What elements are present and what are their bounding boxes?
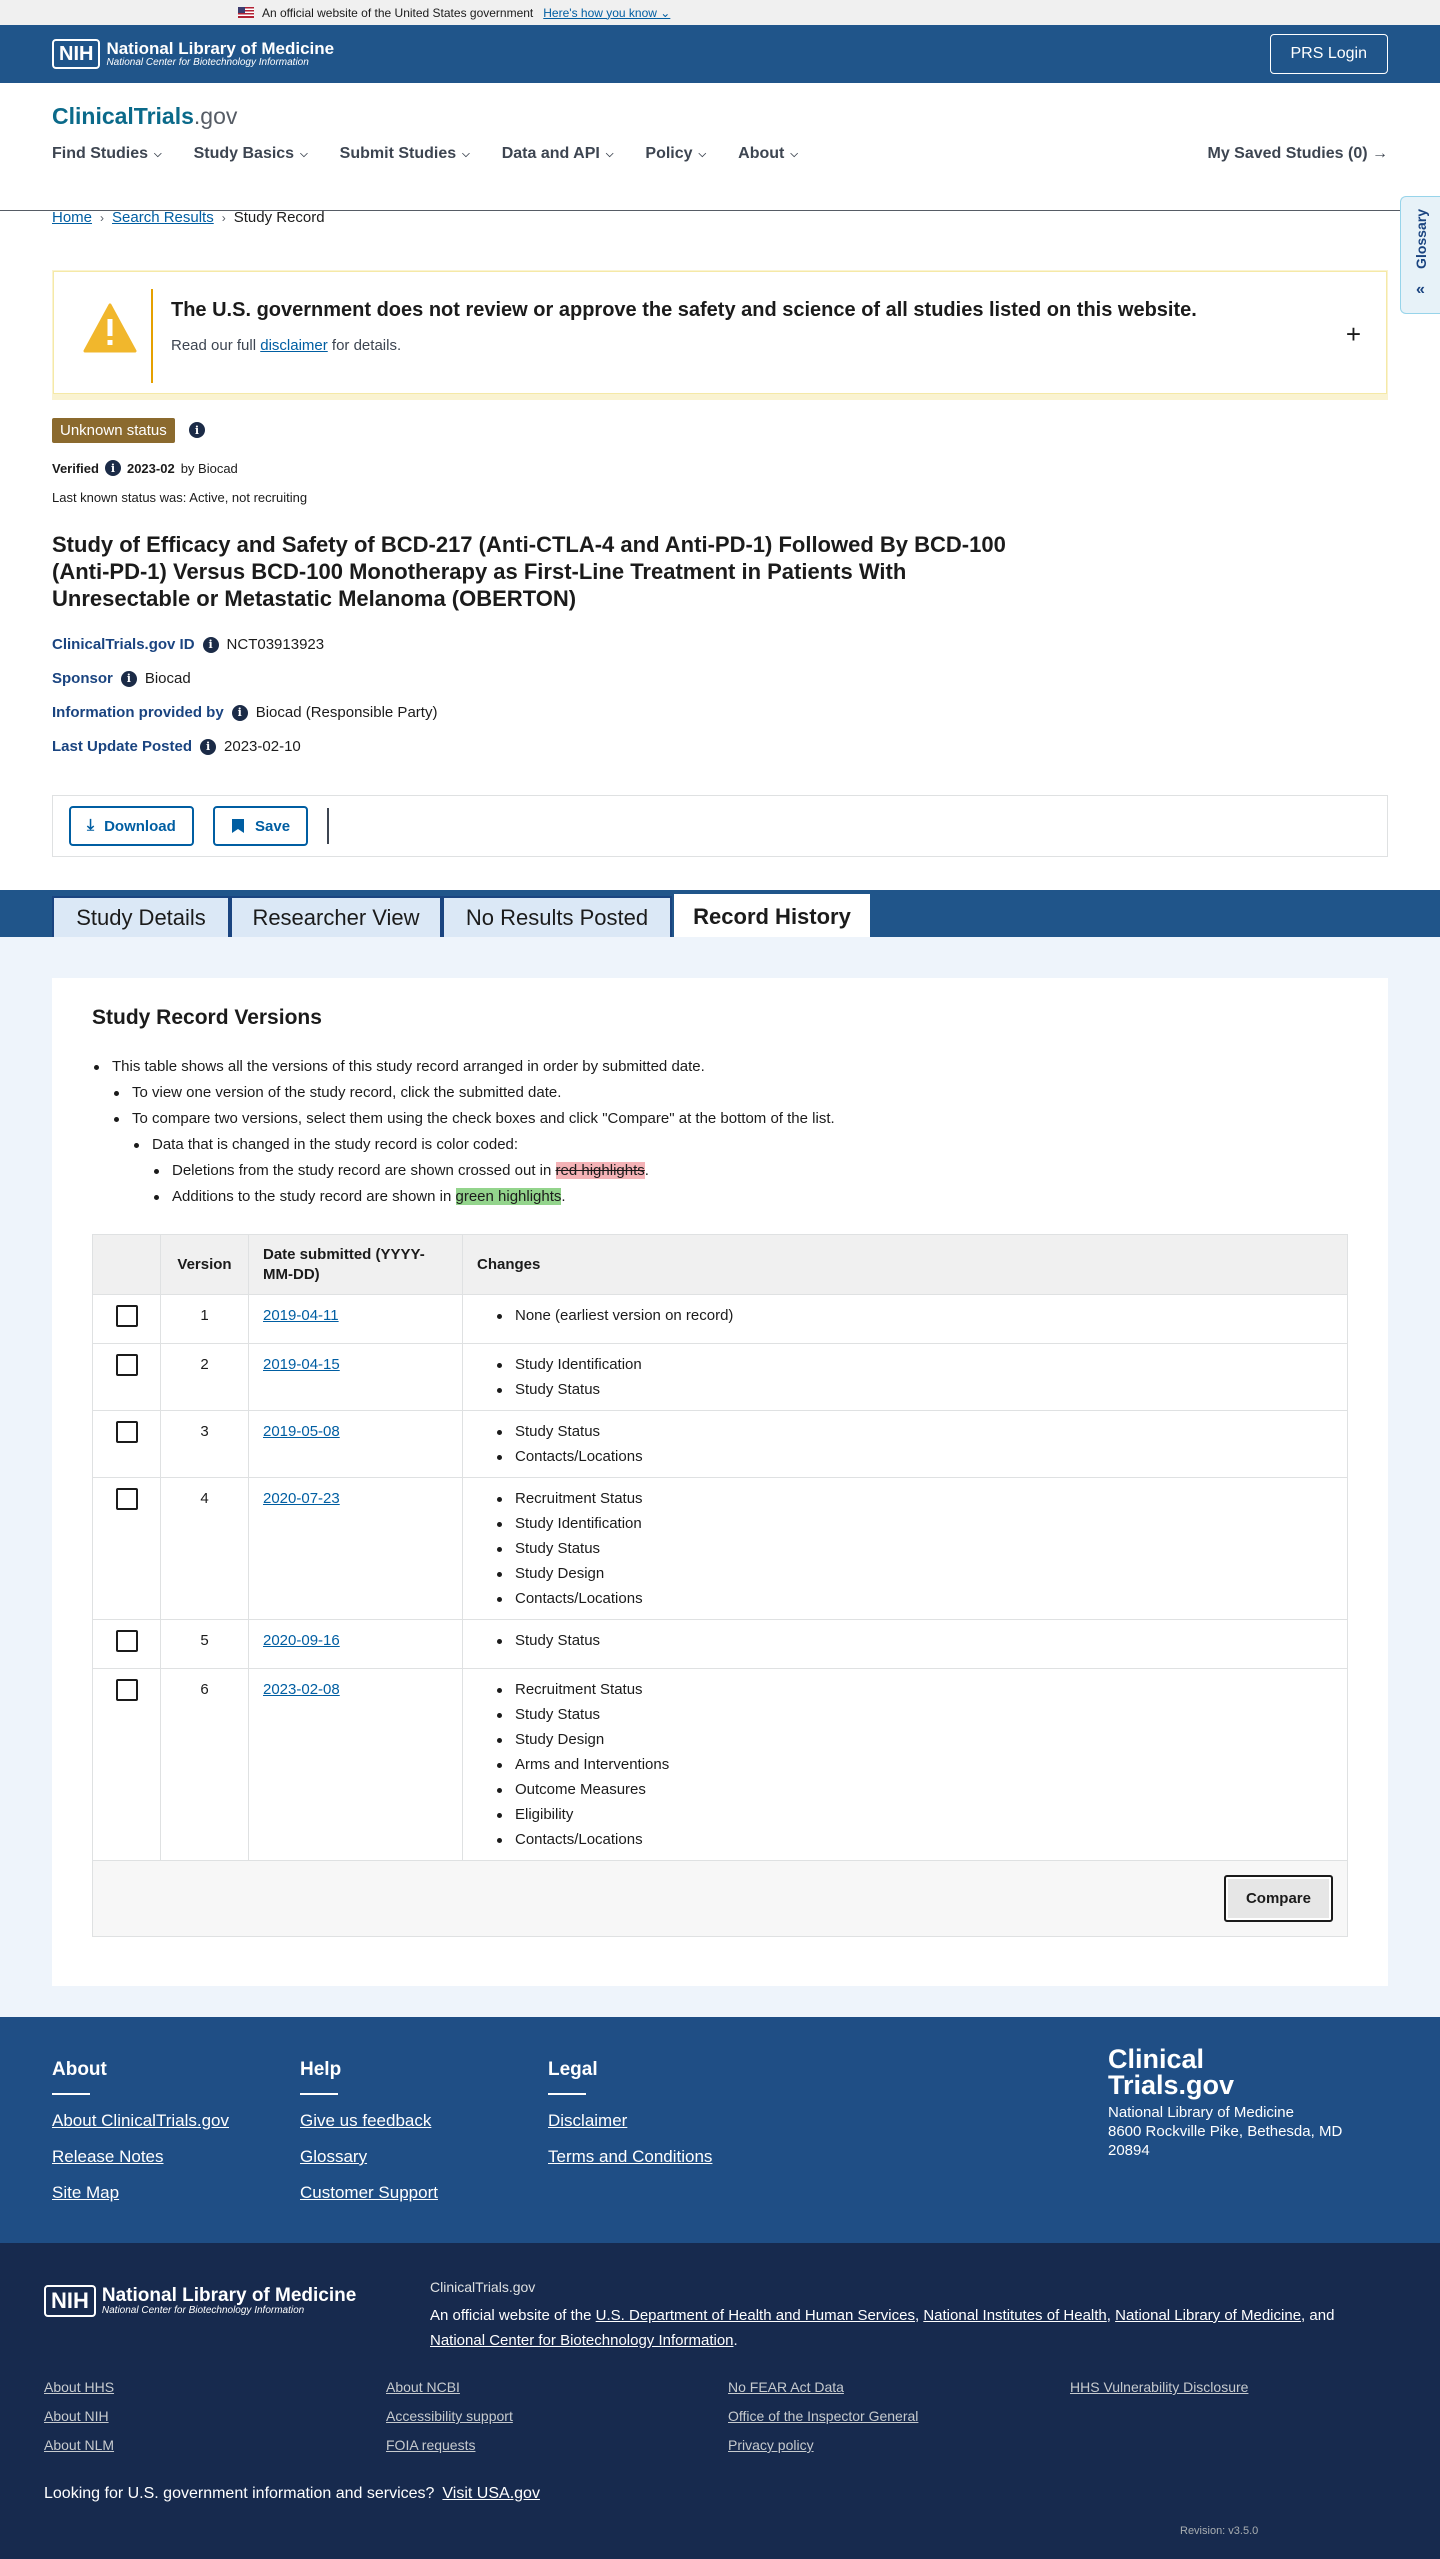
site-header: [0, 83, 1440, 211]
change-item: Study Design: [505, 1727, 1333, 1752]
table-row: [93, 1411, 1348, 1478]
tab-bar: [0, 890, 1440, 937]
instruction-item: To compare two versions, select them using the check boxes and click "Compare" at the bottom of the list.: [92, 1106, 835, 1132]
instruction-item: Data that is changed in the study record is color coded:: [92, 1132, 835, 1158]
chevron-down-icon: ⌵: [154, 148, 162, 160]
changes-cell: [463, 1669, 1348, 1861]
revision: Revision: v3.5.0: [1180, 2525, 1259, 2537]
footer-about: [52, 2059, 229, 2219]
instruction-item: Deletions from the study record are shown crossed out in red highlights.: [92, 1158, 835, 1184]
select-cell: [93, 1669, 161, 1861]
info-icon[interactable]: i: [189, 422, 205, 438]
download-button[interactable]: ⤓ Download: [69, 806, 194, 846]
nav-policy[interactable]: Policy ⌵: [645, 145, 707, 162]
info-icon[interactable]: i: [200, 739, 216, 755]
table-header-row: [93, 1235, 1348, 1295]
version-checkbox[interactable]: [116, 1305, 138, 1327]
footer-link[interactable]: Privacy policy: [728, 2437, 814, 2453]
disclaimer-link[interactable]: disclaimer: [260, 337, 328, 354]
footer-link[interactable]: Office of the Inspector General: [728, 2408, 919, 2424]
nih-logo-footer[interactable]: [44, 2285, 356, 2317]
version-checkbox[interactable]: [116, 1630, 138, 1652]
warning-icon: [83, 303, 137, 353]
date-cell: [249, 1620, 463, 1669]
col-changes: Changes: [463, 1235, 1348, 1295]
changes-cell: [463, 1478, 1348, 1620]
changes-list: [477, 1677, 1333, 1852]
change-item: Study Design: [505, 1561, 1333, 1586]
footer-link[interactable]: FOIA requests: [386, 2437, 476, 2453]
alert-body: Read our full disclaimer for details.: [171, 337, 402, 354]
change-item: Outcome Measures: [505, 1777, 1333, 1802]
tab-no-results[interactable]: No Results Posted: [442, 896, 672, 937]
alert-divider: [151, 289, 153, 383]
site-footer: [0, 2017, 1440, 2243]
footer-link[interactable]: No FEAR Act Data: [728, 2379, 844, 2395]
change-item: Study Identification: [505, 1511, 1333, 1536]
instruction-item: To view one version of the study record, click the submitted date.: [92, 1080, 835, 1106]
footer-link[interactable]: Accessibility support: [386, 2408, 513, 2424]
tab-study-details[interactable]: Study Details: [52, 896, 230, 937]
nih-link[interactable]: National Institutes of Health: [923, 2307, 1107, 2324]
nav-about[interactable]: About ⌵: [738, 145, 798, 162]
usa-gov-line: Looking for U.S. government information and services? Visit USA.gov: [44, 2485, 540, 2502]
table-row: [93, 1295, 1348, 1344]
chevron-down-icon: ⌵: [300, 148, 308, 160]
footer-legal: [548, 2059, 712, 2183]
nih-name: National Library of Medicine: [106, 38, 335, 58]
versions-table: [92, 1234, 1348, 1937]
nih-sub: National Center for Biotechnology Information: [106, 57, 309, 69]
change-item: Study Status: [505, 1377, 1333, 1402]
breadcrumb: [52, 209, 325, 226]
footer-links-col4: [1070, 2379, 1248, 2408]
date-cell: [249, 1478, 463, 1620]
nav-study-basics[interactable]: Study Basics ⌵: [193, 145, 308, 162]
select-cell: [93, 1344, 161, 1411]
nih-logo[interactable]: [52, 39, 334, 69]
nih-sub: National Center for Biotechnology Information: [101, 2305, 305, 2317]
changes-list: [477, 1486, 1333, 1611]
change-item: Contacts/Locations: [505, 1444, 1333, 1469]
nlm-link[interactable]: National Library of Medicine: [1115, 2307, 1302, 2324]
versions-instructions: [92, 1054, 835, 1210]
change-item: None (earliest version on record): [505, 1303, 1333, 1328]
prs-login-button[interactable]: PRS Login: [1270, 34, 1389, 74]
disclaimer-alert: [52, 270, 1388, 400]
compare-button[interactable]: Compare: [1224, 1875, 1333, 1922]
usa-gov-link[interactable]: Visit USA.gov: [442, 2485, 540, 2502]
date-cell: [249, 1669, 463, 1861]
footer-link[interactable]: Release Notes: [52, 2147, 164, 2166]
change-item: Study Status: [505, 1628, 1333, 1653]
verified-line: Verified i 2023-02 by Biocad: [52, 460, 238, 476]
footer-address: National Library of Medicine 8600 Rockville Pike, Bethesda, MD 20894: [1108, 2104, 1343, 2159]
col-version: Version: [161, 1235, 249, 1295]
instruction-item: Additions to the study record are shown in green highlights.: [92, 1184, 835, 1210]
change-item: Contacts/Locations: [505, 1827, 1333, 1852]
chevron-right-icon: ›: [100, 210, 105, 225]
footer-link[interactable]: About ClinicalTrials.gov: [52, 2111, 229, 2130]
chevron-down-icon: ⌵: [790, 148, 798, 160]
version-date-link[interactable]: 2019-04-15: [263, 1356, 340, 1373]
gov-banner-text: An official website of the United States government: [262, 5, 534, 20]
footer-link[interactable]: Terms and Conditions: [548, 2147, 713, 2166]
chevron-down-icon: ⌵: [462, 148, 470, 160]
ncbi-link[interactable]: National Center for Biotechnology Information: [430, 2332, 734, 2349]
changes-cell: [463, 1295, 1348, 1344]
footer-link[interactable]: Disclaimer: [548, 2111, 628, 2130]
col-date: Date submitted (YYYY-MM-DD): [249, 1235, 463, 1295]
nih-abbr: NIH: [44, 2285, 96, 2317]
footer-link[interactable]: Site Map: [52, 2183, 120, 2202]
footer-heading: Legal: [548, 2059, 598, 2080]
select-cell: [93, 1295, 161, 1344]
meta-last-update: Last Update Posted i 2023-02-10: [52, 738, 301, 755]
footer-link[interactable]: Customer Support: [300, 2183, 438, 2202]
table-row: [93, 1478, 1348, 1620]
nav-submit-studies[interactable]: Submit Studies ⌵: [339, 145, 470, 162]
tab-researcher-view[interactable]: Researcher View: [230, 896, 442, 937]
chevron-down-icon: ⌵: [698, 148, 707, 160]
change-item: Recruitment Status: [505, 1677, 1333, 1702]
site-logo[interactable]: ClinicalTrials.gov: [52, 103, 238, 129]
footer-heading: Help: [300, 2059, 342, 2080]
how-you-know-link[interactable]: Here's how you know ⌄: [543, 5, 671, 20]
version-date-link[interactable]: 2019-04-11: [263, 1307, 339, 1324]
footer-links-col1: [44, 2379, 114, 2466]
version-date-link[interactable]: 2019-05-08: [263, 1423, 340, 1440]
nih-abbr: NIH: [52, 39, 100, 69]
select-cell: [93, 1411, 161, 1478]
date-cell: [249, 1295, 463, 1344]
table-footer: [93, 1861, 1348, 1937]
select-cell: [93, 1478, 161, 1620]
table-footer-row: [93, 1861, 1348, 1937]
date-cell: [249, 1344, 463, 1411]
versions-title: Study Record Versions: [92, 1006, 322, 1029]
meta-sponsor: Sponsor i Biocad: [52, 670, 191, 687]
arrow-right-icon: →: [1372, 145, 1388, 162]
nih-header: [0, 25, 1440, 83]
version-checkbox[interactable]: [116, 1354, 138, 1376]
version-cell: 1: [161, 1295, 249, 1344]
changes-cell: [463, 1411, 1348, 1478]
alert-title: The U.S. government does not review or approve the safety and science of all studies listed on this website.: [171, 299, 1197, 321]
meta-id: ClinicalTrials.gov ID i NCT03913923: [52, 636, 325, 653]
change-item: Recruitment Status: [505, 1486, 1333, 1511]
version-date-link[interactable]: 2020-09-16: [263, 1632, 340, 1649]
select-cell: [93, 1620, 161, 1669]
versions-card: [52, 978, 1388, 1986]
main-nav: [52, 145, 830, 163]
version-date-link[interactable]: 2020-07-23: [263, 1490, 340, 1507]
breadcrumb-home[interactable]: Home: [52, 209, 93, 226]
change-item: Study Status: [505, 1419, 1333, 1444]
expand-plus-icon[interactable]: +: [1345, 319, 1361, 349]
double-chevron-left-icon: «: [1416, 280, 1425, 298]
change-item: Arms and Interventions: [505, 1752, 1333, 1777]
version-cell: 6: [161, 1669, 249, 1861]
table-row: [93, 1669, 1348, 1861]
glossary-tab[interactable]: [1400, 196, 1440, 314]
table-row: [93, 1344, 1348, 1411]
info-icon[interactable]: i: [232, 705, 248, 721]
footer-official: An official website of the U.S. Department of Health and Human Services, National Institutes of Health, National Library of Medicine, and National Center for Biotechnology Information.: [430, 2307, 1335, 2349]
nav-data-api[interactable]: Data and API ⌵: [501, 145, 614, 162]
glossary-label: Glossary: [1412, 209, 1429, 269]
version-checkbox[interactable]: [116, 1488, 138, 1510]
changes-cell: [463, 1344, 1348, 1411]
chevron-down-icon: ⌵: [605, 148, 614, 160]
change-item: Study Status: [505, 1702, 1333, 1727]
col-select: [93, 1235, 161, 1295]
gov-banner: [0, 0, 1440, 25]
footer-help: [300, 2059, 438, 2219]
action-bar: [52, 795, 1388, 857]
version-cell: 5: [161, 1620, 249, 1669]
changes-list: [477, 1303, 1333, 1328]
footer-link[interactable]: Glossary: [300, 2147, 368, 2166]
agency-footer: [0, 2243, 1440, 2559]
footer-heading: About: [52, 2059, 107, 2080]
breadcrumb-search-results[interactable]: Search Results: [112, 209, 214, 226]
bookmark-icon: [231, 818, 245, 834]
save-button[interactable]: Save: [213, 806, 308, 846]
table-row: [93, 1620, 1348, 1669]
breadcrumb-current: Study Record: [233, 209, 325, 226]
footer-link[interactable]: About NCBI: [386, 2379, 460, 2395]
tab-record-history[interactable]: Record History: [674, 894, 870, 937]
saved-studies-link[interactable]: My Saved Studies (0) →: [1207, 145, 1388, 162]
changes-list: [477, 1419, 1333, 1469]
footer-link[interactable]: About NLM: [44, 2437, 115, 2453]
footer-link[interactable]: Give us feedback: [300, 2111, 432, 2130]
change-item: Study Status: [505, 1536, 1333, 1561]
date-cell: [249, 1411, 463, 1478]
footer-links-col3: [728, 2379, 918, 2466]
footer-link[interactable]: HHS Vulnerability Disclosure: [1070, 2379, 1249, 2395]
hhs-link[interactable]: U.S. Department of Health and Human Services: [595, 2307, 915, 2324]
footer-links-col2: [386, 2379, 513, 2466]
version-cell: 3: [161, 1411, 249, 1478]
nav-find-studies[interactable]: Find Studies ⌵: [52, 145, 162, 162]
info-icon[interactable]: i: [105, 460, 121, 476]
footer-logo[interactable]: Clinical Trials.gov: [1108, 2044, 1235, 2100]
nih-name: National Library of Medicine: [101, 2284, 357, 2306]
status-badge: Unknown status: [52, 418, 175, 443]
last-known-status: Last known status was: Active, not recruiting: [52, 490, 308, 505]
footer-site-name: ClinicalTrials.gov: [430, 2279, 536, 2295]
study-title: Study of Efficacy and Safety of BCD-217 (Anti-CTLA-4 and Anti-PD-1) Followed By BCD-100 (Anti-PD-1) Versus BCD-100 Monotherapy as First-Line Treatment in Patients With Unresectable or Metastatic Melanoma (OBERTON): [52, 532, 1006, 611]
footer-link[interactable]: About HHS: [44, 2379, 115, 2395]
meta-info-provided: Information provided by i Biocad (Responsible Party): [52, 704, 438, 721]
download-icon: ⤓: [87, 817, 95, 834]
changes-list: [477, 1352, 1333, 1402]
changes-list: [477, 1628, 1333, 1653]
version-checkbox[interactable]: [116, 1421, 138, 1443]
version-checkbox[interactable]: [116, 1679, 138, 1701]
version-cell: 4: [161, 1478, 249, 1620]
us-flag-icon: [238, 7, 254, 18]
change-item: Eligibility: [505, 1802, 1333, 1827]
version-date-link[interactable]: 2023-02-08: [263, 1681, 340, 1698]
changes-cell: [463, 1620, 1348, 1669]
change-item: Contacts/Locations: [505, 1586, 1333, 1611]
text-cursor: [327, 808, 329, 844]
instruction-item: This table shows all the versions of this study record arranged in order by submitted date.: [92, 1054, 835, 1080]
change-item: Study Identification: [505, 1352, 1333, 1377]
footer-link[interactable]: About NIH: [44, 2408, 109, 2424]
info-icon[interactable]: i: [203, 637, 219, 653]
version-cell: 2: [161, 1344, 249, 1411]
chevron-right-icon: ›: [221, 210, 226, 225]
info-icon[interactable]: i: [121, 671, 137, 687]
